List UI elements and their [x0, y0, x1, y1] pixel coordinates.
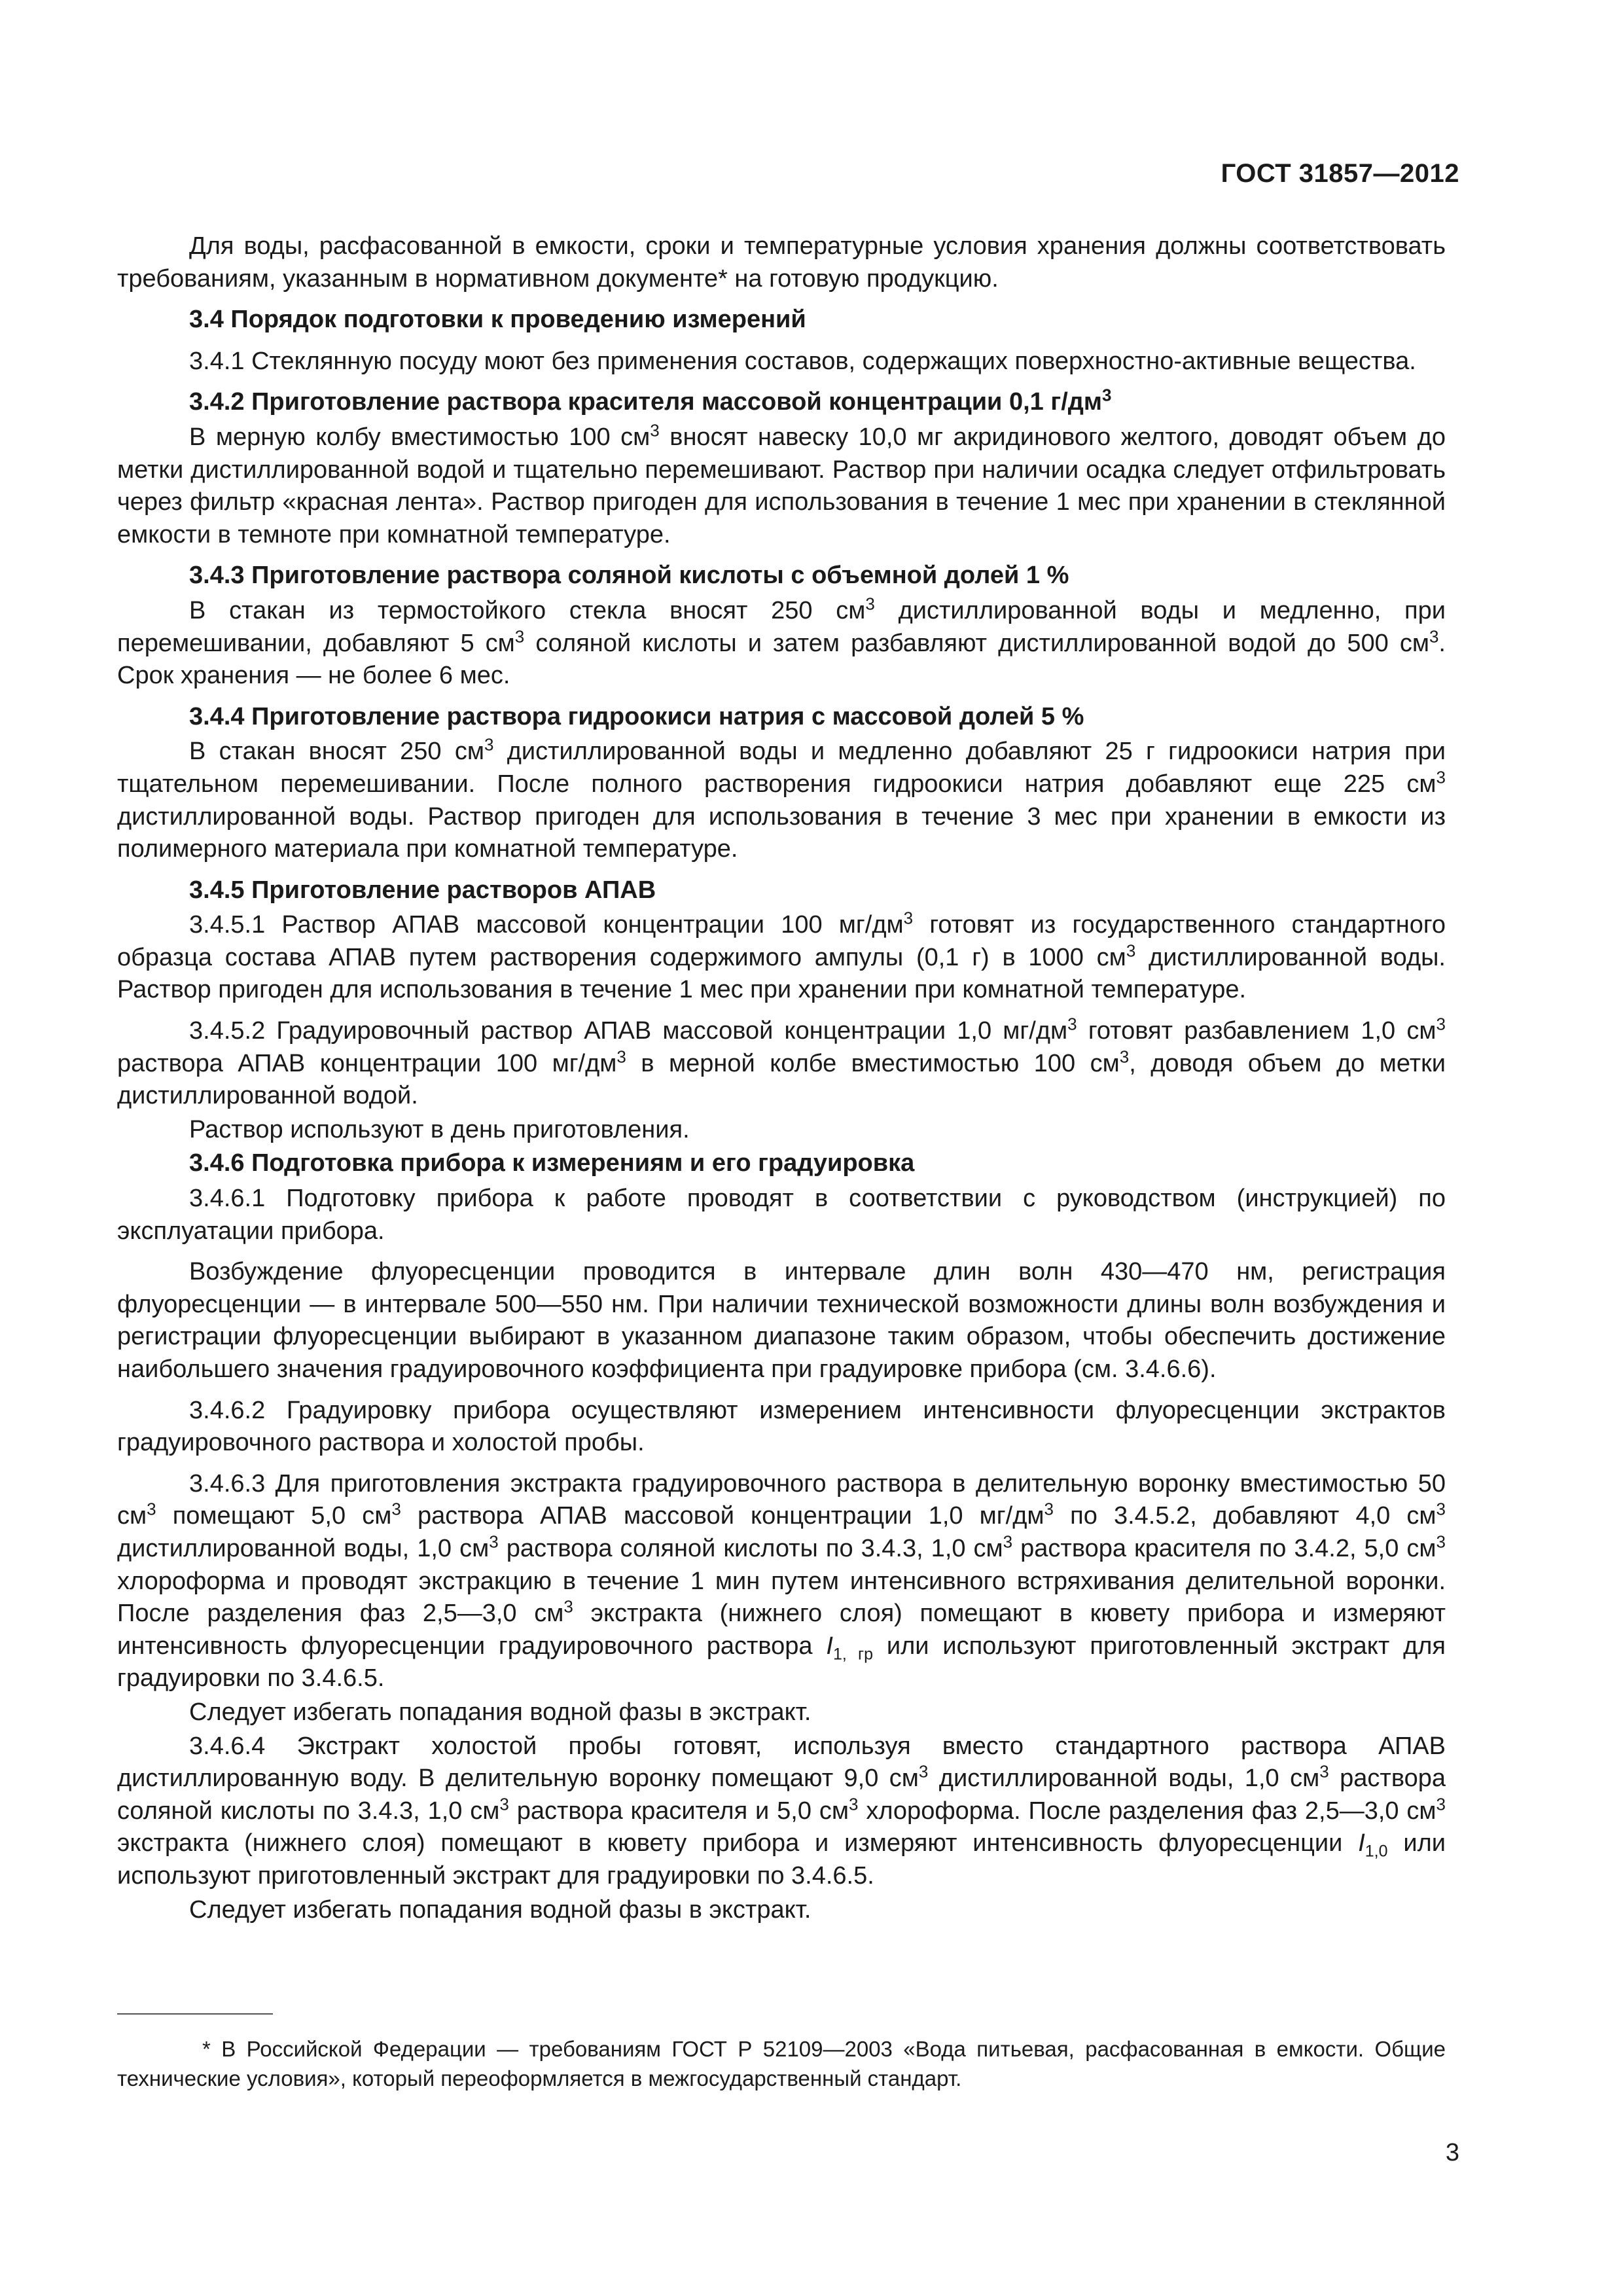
- heading-3-4-5: 3.4.5 Приготовление растворов АПАВ: [189, 876, 656, 904]
- paragraph-3-4-4: В стакан вносят 250 $см^3$ дистиллированной воды и медленно добавляют 25 г гидроокиси натрия при тщательном перемешивании. После полного растворения гидроокиси натрия добавляют еще 225 $см^3$ дистиллированной воды. Раствор пригоден для использования в течение 3 мес при хранении в емкости из полимерного материала при комнатной температуре.: [117, 734, 1446, 863]
- document-header: ГОСТ 31857—2012: [1221, 159, 1459, 188]
- page-number: 3: [1445, 2139, 1459, 2166]
- footnote: [117, 2034, 1446, 2093]
- paragraph-3-4-5-1: 3.4.5.1 Раствор АПАВ массовой концентрации 100 $мг/дм^3$ готовят из государственного стандартного образца состава АПАВ путем растворения содержимого ампулы (0,1 г) в 1000 $см^3$ дистиллированной воды. Раствор пригоден для использования в течение 1 мес при хранении при комнатной температуре.: [117, 908, 1446, 1004]
- paragraph-3-4-2: В мерную колбу вместимостью 100 $см^3$ вносят навеску 10,0 мг акридинового желтого, доводят объем до метки дистиллированной водой и тщательно перемешивают. Раствор при наличии осадка следует отфильтровать через фильтр «красная лента». Раствор пригоден для использования в течение 1 мес при хранении в стеклянной емкости в темноте при комнатной температуре.: [117, 420, 1446, 548]
- heading-3-4-3: 3.4.3 Приготовление раствора соляной кислоты с объемной долей 1 %: [189, 562, 1069, 590]
- paragraph-avoid-water-phase: Следует избегать попадания водной фазы в экстракт.: [189, 1698, 812, 1726]
- paragraph-storage-conditions: Для воды, расфасованной в емкости, сроки и температурные условия хранения должны соответствовать требованиям, указанным в нормативном документе* на готовую продукцию.: [117, 232, 1446, 293]
- paragraph-3-4-6-1: 3.4.6.1 Подготовку прибора к работе проводят в соответствии с руководством (инструкцией) по эксплуатации прибора.: [117, 1185, 1446, 1245]
- paragraph-3-4-6-2: 3.4.6.2 Градуировку прибора осуществляют измерением интенсивности флуоресценции экстрактов градуировочного раствора и холостой пробы.: [117, 1396, 1446, 1457]
- paragraph-fluorescence-wavelengths: Возбуждение флуоресценции проводится в интервале длин волн 430—470 нм, регистрация флуоресценции — в интервале 500—550 нм. При наличии технической возможности длины волн возбуждения и регистрации флуоресценции выбирают в указанном диапазоне таким образом, чтобы обеспечить достижение наибольшего значения градуировочного коэффициента при градуировке прибора (см. 3.4.6.6).: [117, 1258, 1446, 1383]
- heading-3-4-4: 3.4.4 Приготовление раствора гидроокиси натрия с массовой долей 5 %: [189, 702, 1084, 730]
- paragraph-avoid-water-phase-2: Следует избегать попадания водной фазы в экстракт.: [189, 1895, 812, 1924]
- heading-3-4: 3.4 Порядок подготовки к проведению измерений: [189, 306, 806, 334]
- document-body: [117, 230, 1446, 1928]
- footnote-separator: [117, 2013, 273, 2015]
- paragraph-3-4-3: В стакан из термостойкого стекла вносят 250 $см^3$ дистиллированной воды и медленно, при перемешивании, добавляют 5 $см^3$ соляной кислоты и затем разбавляют дистиллированной водой до 500 $см^3$. Срок хранения — не более 6 мес.: [117, 594, 1446, 690]
- heading-3-4-2: 3.4.2 Приготовление раствора красителя массовой концентрации 0,1 $г/дм^3$: [189, 385, 1112, 416]
- heading-3-4-6: 3.4.6 Подготовка прибора к измерениям и его градуировка: [189, 1149, 915, 1177]
- paragraph-3-4-6-3: 3.4.6.3 Для приготовления экстракта градуировочного раствора в делительную воронку вместимостью 50 $см^3$ помещают 5,0 $см^3$ раствора АПАВ массовой концентрации 1,0 $мг/дм^3$ по 3.4.5.2, добавляют 4,0 $см^3$ дистиллированной воды, 1,0 $см^3$ раствора соляной кислоты по 3.4.3, 1,0 $см^3$ раствора красителя по 3.4.2, 5,0 $см^3$ хлороформа и проводят экстракцию в течение 1 мин путем интенсивного встряхивания делительной воронки. После разделения фаз 2,5—3,0 $см^3$ экстракта (нижнего слоя) помещают в кювету прибора и измеряют интенсивность флуоресценции градуировочного раствора $I_{1, гр}$ или используют приготовленный экстракт для градуировки по 3.4.6.5.: [117, 1469, 1446, 1693]
- footnote-text: * В Российской Федерации — требованиям ГОСТ Р 52109—2003 «Вода питьевая, расфасованная в емкости. Общие технические условия», который переоформляется в межгосударственный стандарт.: [117, 2037, 1446, 2090]
- paragraph-3-4-5-2: 3.4.5.2 Градуировочный раствор АПАВ массовой концентрации 1,0 $мг/дм^3$ готовят разбавлением 1,0 $см^3$ раствора АПАВ концентрации 100 $мг/дм^3$ в мерной колбе вместимостью 100 $см^3$, доводя объем до метки дистиллированной водой.: [117, 1014, 1446, 1110]
- paragraph-3-4-6-4: 3.4.6.4 Экстракт холостой пробы готовят, используя вместо стандартного раствора АПАВ дистиллированную воду. В делительную воронку помещают 9,0 $см^3$ дистиллированной воды, 1,0 $см^3$ раствора соляной кислоты по 3.4.3, 1,0 $см^3$ раствора красителя и 5,0 $см^3$ хлороформа. После разделения фаз 2,5—3,0 $см^3$ экстракта (нижнего слоя) помещают в кювету прибора и измеряют интенсивность флуоресценции $I_{1,0}$ или используют приготовленный экстракт для градуировки по 3.4.6.5.: [117, 1732, 1446, 1890]
- paragraph-3-4-1: 3.4.1 Стеклянную посуду моют без применения составов, содержащих поверхностно-активные вещества.: [189, 347, 1416, 375]
- paragraph-solution-use: Раствор используют в день приготовления.: [189, 1115, 690, 1143]
